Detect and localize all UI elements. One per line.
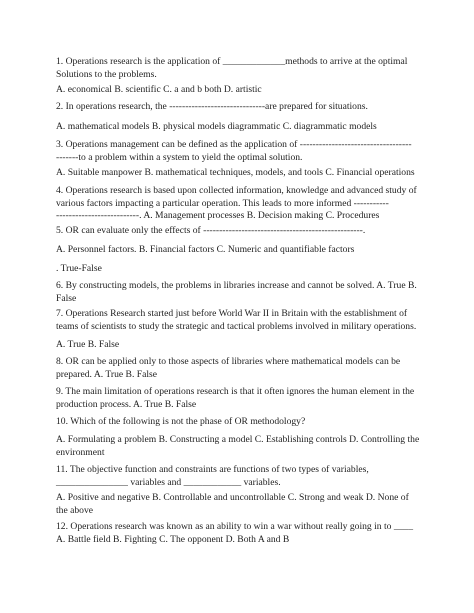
question-3: 3. Operations management can be defined as the application of ----------------------------------- -------to a problem within a system to yield the optimal solution. — [56, 139, 412, 163]
question-10: 10. Which of the following is not the phase of OR methodology? — [56, 416, 306, 427]
question-4: 4. Operations research is based upon collected information, knowledge and advanced study of various factors impacting a particular operation. This leads to more informed ----------- --------------------------. A. Management processes B. Decision making C. Procedures — [56, 185, 417, 222]
question-10-options: A. Formulating a problem B. Constructing a model C. Establishing controls D. Controlling the environment — [56, 434, 420, 458]
question-11-options: A. Positive and negative B. Controllable and uncontrollable C. Strong and weak D. None of the above — [56, 492, 409, 516]
question-2-options: A. mathematical models B. physical models diagrammatic C. diagrammatic models — [56, 121, 377, 132]
question-7-options: A. True B. False — [56, 339, 120, 350]
question-6: 6. By constructing models, the problems in libraries increase and cannot be solved. A. True B. False — [56, 280, 417, 304]
question-1: 1. Operations research is the application of _____________methods to arrive at the optimal Solutions to the problems. — [56, 56, 408, 80]
section-heading-true-false: . True-False — [56, 263, 102, 274]
question-11: 11. The objective function and constraints are functions of two types of variables, _______________ variables and ____________ variables. — [56, 464, 369, 488]
question-2: 2. In operations research, the ------------------------------are prepared for situations. — [56, 101, 368, 112]
question-8: 8. OR can be applied only to those aspects of libraries where mathematical models can be prepared. A. True B. False — [56, 356, 401, 380]
question-5-options: A. Personnel factors. B. Financial factors C. Numeric and quantifiable factors — [56, 244, 355, 255]
question-5: 5. OR can evaluate only the effects of --------------------------------------------------. — [56, 225, 366, 236]
question-9: 9. The main limitation of operations research is that it often ignores the human element in the production process. A. True B. False — [56, 386, 415, 410]
question-3-options: A. Suitable manpower B. mathematical techniques, models, and tools C. Financial operations — [56, 167, 415, 178]
question-7: 7. Operations Research started just before World War II in Britain with the establishment of teams of scientists to study the strategic and tactical problems involved in military operations. — [56, 308, 417, 332]
question-1-options: A. economical B. scientific C. a and b both D. artistic — [56, 84, 262, 95]
question-12: 12. Operations research was known as an ability to win a war without really going in to ____ A. Battle field B. Fighting C. The opponent D. Both A and B — [56, 521, 414, 545]
